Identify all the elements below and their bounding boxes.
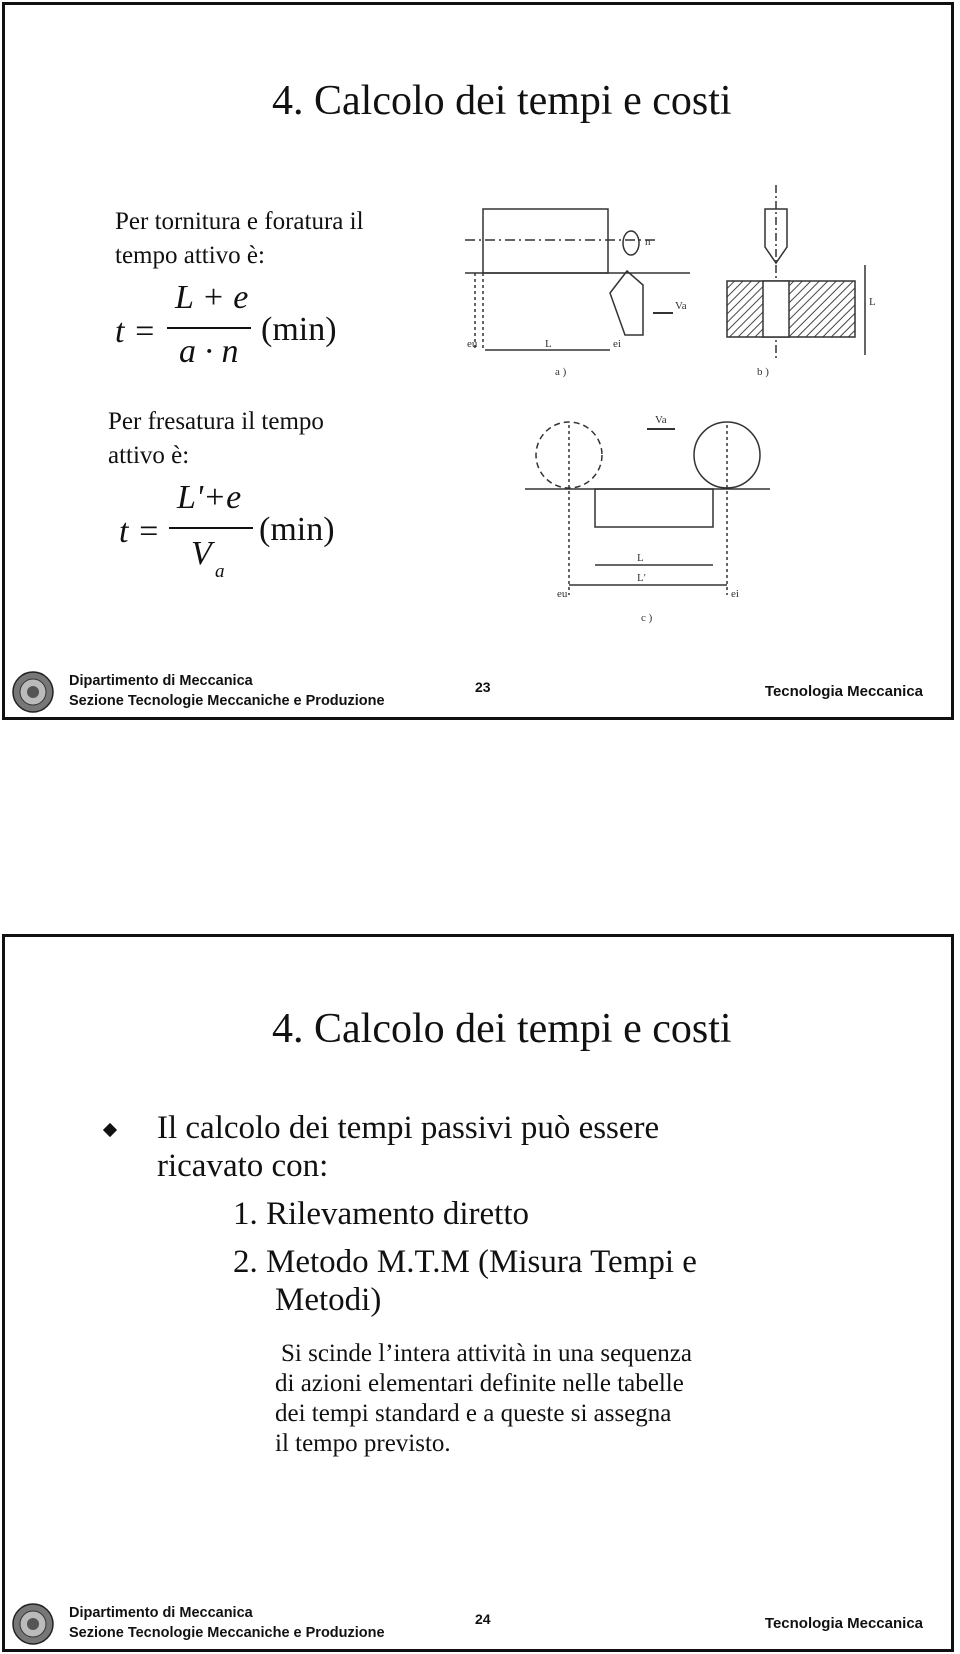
list-item-1: 1. Rilevamento diretto <box>233 1196 530 1232</box>
fraction-bar <box>169 527 253 529</box>
workpiece-turning <box>483 209 608 273</box>
rotation-arrow <box>623 231 639 255</box>
desc-line4: il tempo previsto. <box>275 1430 451 1457</box>
label-va-mill: Va <box>655 414 667 426</box>
label-a: a ) <box>555 366 567 378</box>
desc-line2: di azioni elementari definite nelle tabelle <box>275 1370 684 1397</box>
slide-title: 4. Calcolo dei tempi e costi <box>272 1006 732 1052</box>
label-eu-mill: eu <box>557 588 568 600</box>
university-seal-icon <box>12 1603 54 1645</box>
label-b: b ) <box>757 366 769 378</box>
course-name: Tecnologia Meccanica <box>764 683 923 700</box>
label-Lprime: L' <box>637 572 646 584</box>
label-L-drill: L <box>869 296 876 308</box>
formula-denominator: a · n <box>179 333 239 370</box>
formula-lhs: t = <box>119 513 160 550</box>
formula-lhs: t = <box>115 313 156 350</box>
slide-23 <box>2 2 954 720</box>
footer-department <box>69 1603 385 1643</box>
text-milling-line1: Per fresatura il tempo <box>108 408 324 435</box>
turning-tool <box>610 271 643 335</box>
drilled-block <box>727 281 855 337</box>
formula-unit: (min) <box>259 511 335 548</box>
label-n: n <box>645 236 651 248</box>
formula-numerator: L + e <box>175 279 249 316</box>
text-turning-line2: tempo attivo è: <box>115 242 265 269</box>
label-L: L <box>545 338 552 350</box>
desc-line1: Si scinde l’intera attività in una sequenza <box>281 1340 692 1367</box>
desc-line3: dei tempi standard e a queste si assegna <box>275 1400 672 1427</box>
bullet-text-line2: ricavato con: <box>157 1148 329 1184</box>
formula-denominator: V <box>191 535 212 572</box>
fraction-bar <box>167 327 251 329</box>
label-va: Va <box>675 300 687 312</box>
text-milling-line2: attivo è: <box>108 442 190 469</box>
label-ei-mill: ei <box>731 588 739 600</box>
page-number: 24 <box>475 1611 491 1627</box>
slide-24 <box>2 934 954 1652</box>
university-seal-icon <box>12 671 54 713</box>
footer-section-name: Sezione Tecnologie Meccaniche e Produzione <box>69 1625 385 1641</box>
label-ei: ei <box>613 338 621 350</box>
formula-subscript: a <box>215 561 225 582</box>
bullet-diamond-icon <box>103 1123 117 1137</box>
footer-section-name: Sezione Tecnologie Meccaniche e Produzione <box>69 693 385 709</box>
formula-turning <box>115 279 395 393</box>
formula-unit: (min) <box>261 311 337 348</box>
label-L-mill: L <box>637 552 644 564</box>
slide-title: 4. Calcolo dei tempi e costi <box>272 78 732 124</box>
text-turning-line1: Per tornitura e foratura il <box>115 208 364 235</box>
list-item-2-line1: 2. Metodo M.T.M (Misura Tempi e <box>233 1244 697 1280</box>
course-name: Tecnologia Meccanica <box>764 1615 923 1632</box>
slide-footer <box>5 1599 951 1649</box>
footer-department <box>69 671 385 711</box>
machining-diagram <box>465 185 905 645</box>
footer-dept-name: Dipartimento di Meccanica <box>69 1605 253 1621</box>
list-item-2-line2: Metodi) <box>275 1282 382 1318</box>
footer-dept-name: Dipartimento di Meccanica <box>69 673 253 689</box>
slide-footer <box>5 667 951 717</box>
label-c: c ) <box>641 612 653 624</box>
page-number: 23 <box>475 679 491 695</box>
formula-numerator: L'+e <box>177 479 242 516</box>
formula-milling <box>119 479 399 593</box>
label-eu: eu <box>467 338 478 350</box>
milled-workpiece <box>595 489 713 527</box>
bullet-text-line1: Il calcolo dei tempi passivi può essere <box>157 1110 660 1146</box>
